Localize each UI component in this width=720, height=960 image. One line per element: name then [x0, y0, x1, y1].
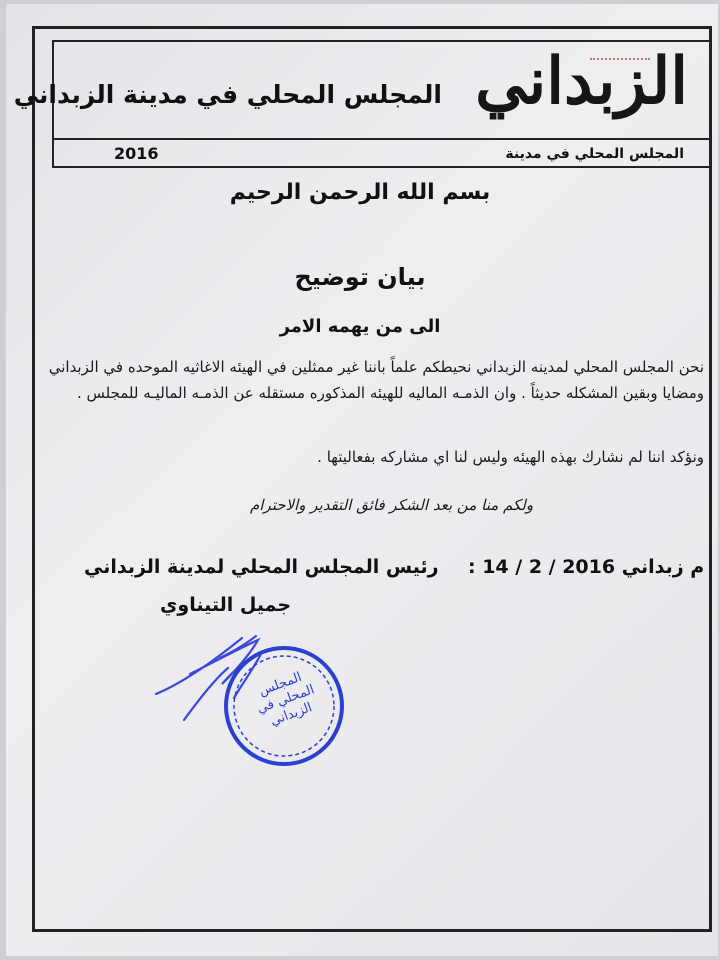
letterhead-divider [52, 138, 712, 140]
logo-subtitle: المجلس المحلي في مدينة [505, 146, 684, 162]
basmala: بسم الله الرحمن الرحيم [229, 180, 491, 205]
document-title: بيان توضيح [294, 263, 426, 291]
date-line [468, 556, 704, 578]
council-logo: الزبداني [475, 44, 688, 119]
body-paragraph-1: نحن المجلس المحلي لمدينه الزبداني نحيطكم علماً باننا غير ممثلين في الهيئه الاغاثيه الموحده في الزبداني ومضايا وبقين المشكله حديثاً . وان الذمـه الماليه للهيئه المذكوره مستقله عن الذمـه الماليـه للمجلس . [48, 358, 704, 402]
signer-title: رئيس المجلس المحلي لمدينة الزبداني [84, 556, 439, 578]
council-title: المجلس المحلي في مدينة الزبداني [13, 80, 442, 109]
body-paragraph-2: ونؤكد اننا لم نشارك بهذه الهيئه وليس لنا اي مشاركه بفعاليتها . [317, 448, 704, 466]
date-label: زبداني [621, 556, 684, 578]
date-value: : 14 / 2 / 2016 م [468, 556, 705, 578]
letterhead-year: 2016 [114, 144, 159, 163]
stamp-text: المجلس المحلي في الزبداني [255, 669, 317, 730]
signer-name: جميل التيناوي [160, 594, 292, 616]
addressee-line: الى من يهمه الامر [279, 316, 441, 337]
closing-greeting: ولكم منا من بعد الشكر فائق التقدير والاحترام [250, 496, 534, 514]
